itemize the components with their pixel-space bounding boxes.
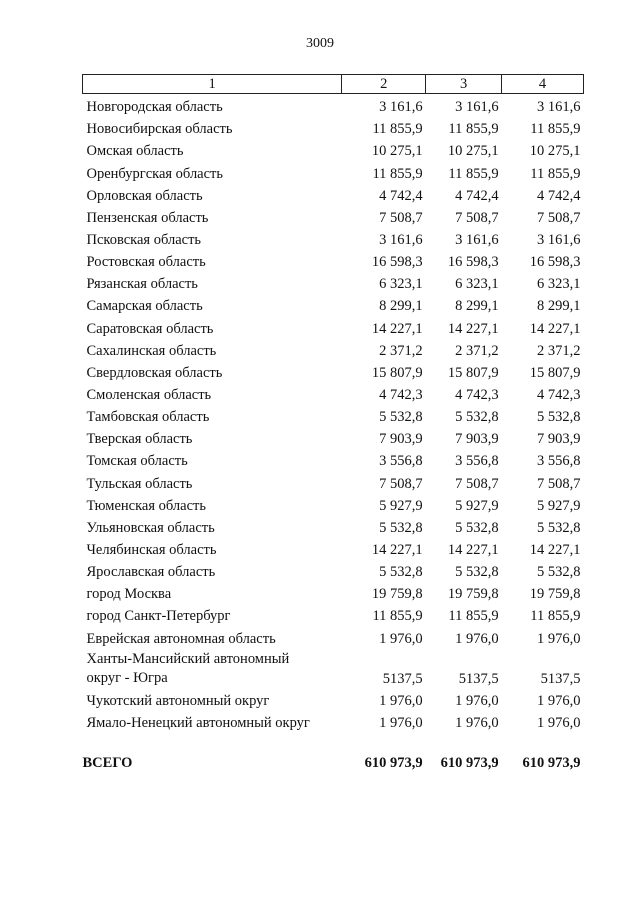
value-col-3: 5 927,9 — [455, 497, 499, 514]
value-col-3: 5 532,8 — [455, 409, 499, 426]
table-row — [83, 515, 584, 537]
value-col-3: 7 903,9 — [455, 431, 499, 448]
value-col-4: 14 227,1 — [529, 320, 581, 337]
value-col-3: 1 976,0 — [455, 714, 499, 731]
header-row — [83, 75, 584, 94]
value-col-3: 7 508,7 — [455, 209, 499, 226]
total-row — [83, 748, 584, 772]
value-col-2: 10 275,1 — [371, 143, 423, 160]
value-col-4: 1 976,0 — [537, 714, 581, 731]
region-name: Свердловская область — [86, 364, 223, 381]
column-header-1: 1 — [83, 75, 342, 94]
region-name: Челябинская область — [86, 541, 217, 558]
value-col-4: 15 807,9 — [529, 364, 581, 381]
value-col-3: 4 742,4 — [455, 187, 499, 204]
budget-table — [82, 74, 584, 772]
value-col-4: 7 903,9 — [537, 431, 581, 448]
table-row — [83, 493, 584, 515]
table-row — [83, 382, 584, 404]
value-col-2: 1 976,0 — [379, 630, 423, 647]
value-col-4: 5 927,9 — [537, 497, 581, 514]
region-name: Самарская область — [86, 298, 203, 315]
value-col-3: 19 759,8 — [447, 586, 499, 603]
value-col-3: 3 556,8 — [455, 453, 499, 470]
table-row — [83, 537, 584, 559]
table-row — [83, 581, 584, 603]
region-name: Оренбургская область — [86, 165, 224, 182]
value-col-2: 16 598,3 — [371, 254, 423, 271]
region-name: Еврейская автономная область — [86, 630, 276, 647]
region-name: Омская область — [86, 143, 184, 160]
table-row — [83, 648, 584, 688]
region-name: Ямало-Ненецкий автономный округ — [86, 714, 310, 731]
table-body — [83, 94, 584, 772]
value-col-4: 5 532,8 — [537, 519, 581, 536]
value-col-4: 8 299,1 — [537, 298, 581, 315]
value-col-4: 11 855,9 — [530, 121, 581, 138]
page-number: 3009 — [306, 36, 334, 51]
value-col-4: 3 161,6 — [537, 231, 581, 248]
value-col-2: 19 759,8 — [371, 586, 423, 603]
region-name: ВСЕГО — [82, 754, 133, 771]
region-name: Сахалинская область — [86, 342, 217, 359]
value-col-2: 11 855,9 — [372, 165, 423, 182]
value-col-3: 16 598,3 — [447, 254, 499, 271]
value-col-3: 10 275,1 — [447, 143, 499, 160]
value-col-2: 11 855,9 — [372, 608, 423, 625]
value-col-4: 5137,5 — [540, 670, 581, 687]
value-col-2: 1 976,0 — [379, 714, 423, 731]
table-row — [83, 183, 584, 205]
region-name: город Москва — [86, 586, 172, 603]
value-col-2: 15 807,9 — [371, 364, 423, 381]
region-name: Тюменская область — [86, 497, 206, 514]
value-col-3: 14 227,1 — [447, 541, 499, 558]
table-row — [83, 448, 584, 470]
value-col-3: 1 976,0 — [455, 692, 499, 709]
value-col-4: 14 227,1 — [529, 541, 581, 558]
region-name: Тульская область — [86, 475, 193, 492]
value-col-2: 7 508,7 — [379, 475, 423, 492]
value-col-3: 11 855,9 — [448, 121, 499, 138]
table-header — [83, 75, 584, 94]
table-row — [83, 205, 584, 227]
spacer-row — [83, 732, 584, 748]
value-col-2: 8 299,1 — [379, 298, 423, 315]
column-header-2: 2 — [342, 75, 426, 94]
value-col-3: 4 742,3 — [455, 386, 499, 403]
table-row — [83, 116, 584, 138]
column-header-4: 4 — [502, 75, 584, 94]
value-col-2: 4 742,4 — [379, 187, 423, 204]
value-col-3: 6 323,1 — [455, 276, 499, 293]
value-col-2: 2 371,2 — [379, 342, 423, 359]
table-row — [83, 315, 584, 337]
value-col-4: 6 323,1 — [537, 276, 581, 293]
value-col-4: 3 556,8 — [537, 453, 581, 470]
value-col-2: 11 855,9 — [372, 121, 423, 138]
column-header-3: 3 — [426, 75, 502, 94]
table-row — [83, 94, 584, 117]
value-col-3: 14 227,1 — [447, 320, 499, 337]
value-col-3: 3 161,6 — [455, 231, 499, 248]
table-row — [83, 603, 584, 625]
table-row — [83, 710, 584, 732]
value-col-4: 610 973,9 — [522, 754, 581, 771]
region-name: Новгородская область — [86, 99, 223, 116]
value-col-4: 1 976,0 — [537, 630, 581, 647]
value-col-2: 6 323,1 — [379, 276, 423, 293]
region-name: Ханты-Мансийский автономный округ - Югра — [86, 650, 290, 686]
table-row — [83, 227, 584, 249]
region-name: Смоленская область — [86, 386, 212, 403]
table-row — [83, 249, 584, 271]
region-name: Новосибирская область — [86, 121, 233, 138]
value-col-3: 11 855,9 — [448, 608, 499, 625]
table-row — [83, 559, 584, 581]
table-row — [83, 404, 584, 426]
value-col-2: 7 508,7 — [379, 209, 423, 226]
region-name: Тверская область — [86, 431, 193, 448]
value-col-2: 5 532,8 — [379, 519, 423, 536]
value-col-2: 3 556,8 — [379, 453, 423, 470]
value-col-4: 3 161,6 — [537, 99, 581, 116]
region-name: Пензенская область — [86, 209, 209, 226]
table-row — [83, 688, 584, 710]
value-col-4: 4 742,3 — [537, 386, 581, 403]
value-col-4: 7 508,7 — [537, 209, 581, 226]
region-name: Тамбовская область — [86, 409, 210, 426]
value-col-2: 4 742,3 — [379, 386, 423, 403]
value-col-4: 4 742,4 — [537, 187, 581, 204]
value-col-4: 5 532,8 — [537, 409, 581, 426]
table-row — [83, 360, 584, 382]
table-row — [83, 293, 584, 315]
region-name: Ростовская область — [86, 254, 206, 271]
value-col-3: 15 807,9 — [447, 364, 499, 381]
value-col-2: 3 161,6 — [379, 99, 423, 116]
region-name: город Санкт-Петербург — [86, 608, 231, 625]
region-name: Томская область — [86, 453, 188, 470]
value-col-3: 610 973,9 — [440, 754, 499, 771]
table-row — [83, 160, 584, 182]
value-col-2: 5 927,9 — [379, 497, 423, 514]
value-col-2: 14 227,1 — [371, 541, 423, 558]
table-row — [83, 625, 584, 647]
value-col-2: 14 227,1 — [371, 320, 423, 337]
value-col-4: 7 508,7 — [537, 475, 581, 492]
value-col-3: 7 508,7 — [455, 475, 499, 492]
value-col-3: 5 532,8 — [455, 519, 499, 536]
value-col-4: 11 855,9 — [530, 165, 581, 182]
value-col-2: 7 903,9 — [379, 431, 423, 448]
value-col-4: 2 371,2 — [537, 342, 581, 359]
table-row — [83, 470, 584, 492]
value-col-2: 5 532,8 — [379, 564, 423, 581]
value-col-4: 1 976,0 — [537, 692, 581, 709]
table-row — [83, 138, 584, 160]
value-col-2: 5137,5 — [382, 670, 423, 687]
value-col-3: 3 161,6 — [455, 99, 499, 116]
region-name: Псковская область — [86, 231, 202, 248]
region-name: Чукотский автономный округ — [86, 692, 270, 709]
value-col-3: 11 855,9 — [448, 165, 499, 182]
value-col-3: 8 299,1 — [455, 298, 499, 315]
value-col-3: 5 532,8 — [455, 564, 499, 581]
value-col-4: 10 275,1 — [529, 143, 581, 160]
value-col-4: 16 598,3 — [529, 254, 581, 271]
value-col-4: 11 855,9 — [530, 608, 581, 625]
value-col-2: 610 973,9 — [364, 754, 423, 771]
value-col-4: 19 759,8 — [529, 586, 581, 603]
value-col-3: 5137,5 — [458, 670, 499, 687]
region-name: Ярославская область — [86, 564, 216, 581]
region-name: Саратовская область — [86, 320, 214, 337]
region-name: Ульяновская область — [86, 519, 215, 536]
value-col-2: 5 532,8 — [379, 409, 423, 426]
table-row — [83, 426, 584, 448]
region-name: Рязанская область — [86, 276, 198, 293]
table-row — [83, 338, 584, 360]
value-col-3: 2 371,2 — [455, 342, 499, 359]
value-col-4: 5 532,8 — [537, 564, 581, 581]
value-col-2: 1 976,0 — [379, 692, 423, 709]
value-col-3: 1 976,0 — [455, 630, 499, 647]
value-col-2: 3 161,6 — [379, 231, 423, 248]
table-row — [83, 271, 584, 293]
region-name: Орловская область — [86, 187, 203, 204]
